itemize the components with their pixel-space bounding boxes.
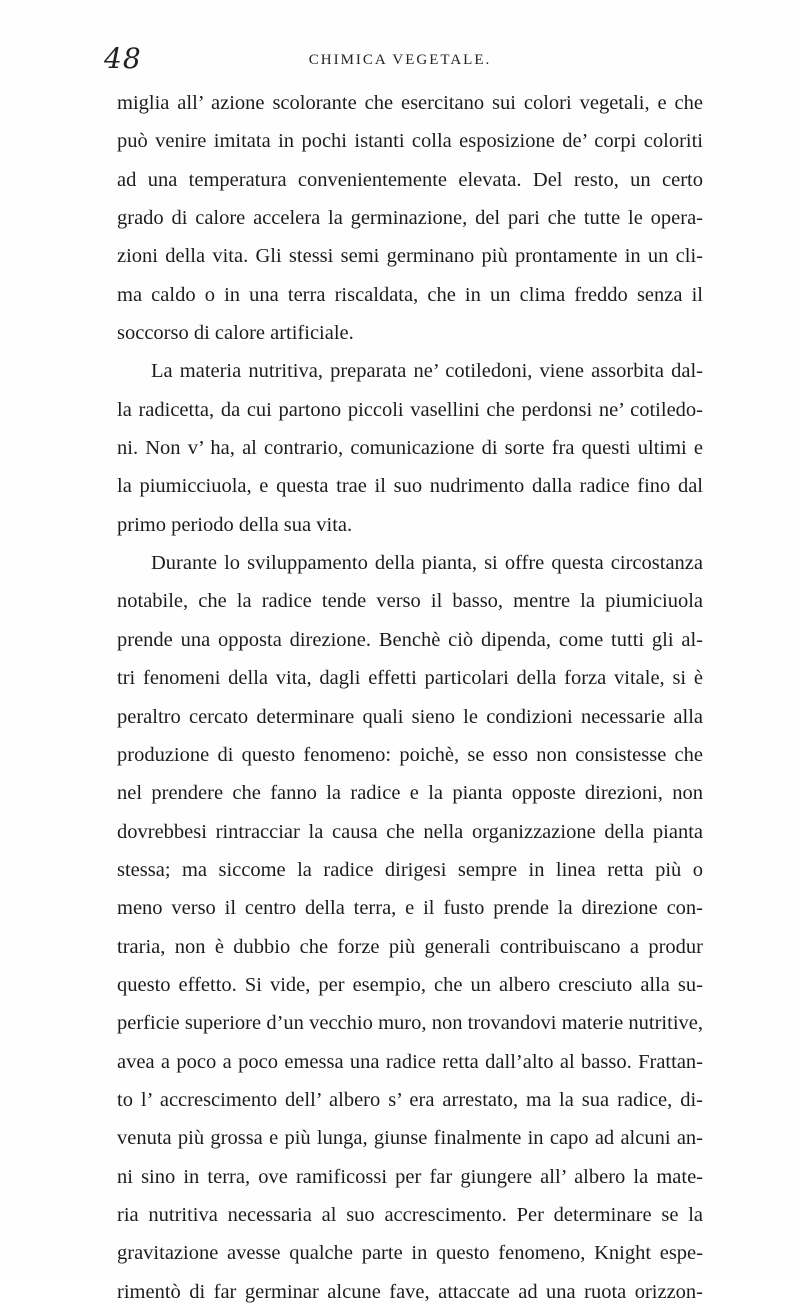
text-line: to l’ accrescimento dell’ albero s’ era arrestato, ma la sua radice, di- [117, 1088, 703, 1111]
text-line: rimentò di far germinar alcune fave, attaccate ad una ruota orizzon- [117, 1280, 703, 1303]
text-line: dovrebbesi rintracciar la causa che nella organizzazione della pianta [117, 820, 703, 843]
text-line: grado di calore accelera la germinazione, del pari che tutte le opera- [117, 207, 703, 230]
text-line: zioni della vita. Gli stessi semi germinano più prontamente in un cli- [117, 245, 703, 268]
page-number: 48 [104, 42, 142, 75]
text-line: traria, non è dubbio che forze più generali contribuiscano a produr [117, 935, 703, 958]
text-line: venuta più grossa e più lunga, giunse finalmente in capo ad alcuni an- [117, 1127, 703, 1150]
text-line: ni sino in terra, ove ramificossi per far giungere all’ albero la mate- [117, 1165, 703, 1188]
text-line: stessa; ma siccome la radice dirigesi sempre in linea retta più o [117, 858, 703, 881]
text-line: ni. Non v’ ha, al contrario, comunicazione di sorte fra questi ultimi e [117, 437, 703, 460]
text-line: ria nutritiva necessaria al suo accrescimento. Per determinare se la [117, 1203, 703, 1226]
running-head: CHIMICA VEGETALE. [308, 52, 492, 68]
text-line: questo effetto. Si vide, per esempio, che un albero cresciuto alla su- [117, 973, 703, 996]
text-line: può venire imitata in pochi istanti colla esposizione de’ corpi coloriti [117, 130, 703, 153]
text-line: primo periodo della sua vita. [117, 513, 353, 536]
text-line: Durante lo sviluppamento della pianta, si offre questa circostanza [151, 552, 703, 575]
text-line: ad una temperatura convenientemente elevata. Del resto, un certo [117, 168, 703, 191]
text-line: soccorso di calore artificiale. [117, 322, 354, 345]
text-line: tri fenomeni della vita, dagli effetti particolari della forza vitale, si è [117, 667, 703, 690]
text-line: la piumicciuola, e questa trae il suo nudrimento dalla radice fino dal [117, 475, 703, 498]
text-line: avea a poco a poco emessa una radice retta dall’alto al basso. Frattan- [117, 1050, 703, 1073]
text-line: La materia nutritiva, preparata ne’ cotiledoni, viene assorbita dal- [151, 360, 703, 383]
text-line: perficie superiore d’un vecchio muro, non trovandovi materie nutritive, [117, 1012, 703, 1035]
body-text [117, 84, 703, 1311]
text-line: ma caldo o in una terra riscaldata, che in un clima freddo senza il [117, 283, 703, 306]
text-line: prende una opposta direzione. Benchè ciò dipenda, come tutti gli al- [117, 628, 703, 651]
text-line: la radicetta, da cui partono piccoli vasellini che perdonsi ne’ cotiledo- [117, 398, 703, 421]
text-line: peraltro cercato determinare quali sieno le condizioni necessarie alla [117, 705, 703, 728]
text-line: nel prendere che fanno la radice e la pianta opposte direzioni, non [117, 782, 703, 805]
text-line: gravitazione avesse qualche parte in questo fenomeno, Knight espe- [117, 1242, 703, 1265]
page-header [0, 42, 800, 82]
text-line: meno verso il centro della terra, e il fusto prende la direzione con- [117, 897, 703, 920]
text-line: miglia all’ azione scolorante che esercitano sui colori vegetali, e che [117, 92, 703, 114]
text-line: notabile, che la radice tende verso il basso, mentre la piumiciuola [117, 590, 703, 613]
text-line: produzione di questo fenomeno: poichè, se esso non consistesse che [117, 743, 703, 766]
